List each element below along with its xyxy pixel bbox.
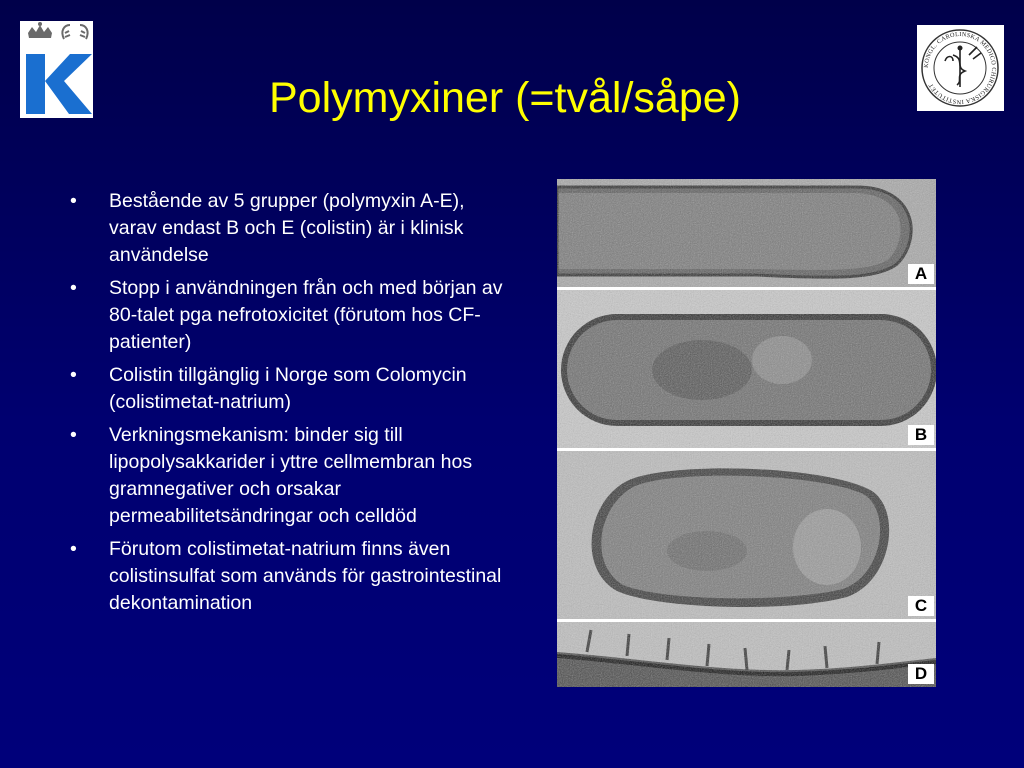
micrograph-figure xyxy=(557,179,936,687)
bullet-dot: • xyxy=(70,364,77,386)
micrograph-panel-d xyxy=(557,622,936,687)
bullet-dot: • xyxy=(70,190,77,212)
bullet-dot: • xyxy=(70,538,77,560)
bullet-text: Verkningsmekanism: binder sig till lipopolysakkarider i yttre cellmembran hos gramnegativer och orsakar permeabilitetsändringar och celldöd xyxy=(109,424,473,527)
micrograph-panel-b xyxy=(557,290,936,448)
panel-label-d: D xyxy=(908,664,934,684)
slide-title: Polymyxiner (=tvål/såpe) xyxy=(269,74,741,122)
bullet-dot: • xyxy=(70,424,77,446)
micrograph-panel-a xyxy=(557,179,936,287)
panel-label-c: C xyxy=(908,596,934,616)
bullet-text: Förutom colistimetat-natrium finns även colistinsulfat som används för gastrointestinal dekontamination xyxy=(109,538,502,614)
bullet-item xyxy=(70,422,510,530)
panel-label-a: A xyxy=(908,264,934,284)
bullet-item xyxy=(70,536,510,617)
micrograph-panel-c xyxy=(557,451,936,619)
bullet-item xyxy=(70,362,510,416)
bullet-text: Stopp i användningen från och med början av 80-talet pga nefrotoxicitet (förutom hos CF-patienter) xyxy=(109,277,503,353)
bullet-item xyxy=(70,188,510,269)
bullet-item xyxy=(70,275,510,356)
bullet-text: Bestående av 5 grupper (polymyxin A-E), varav endast B och E (colistin) är i klinisk användelse xyxy=(109,190,465,266)
panel-label-b: B xyxy=(908,425,934,445)
seal-ring-text: KONGL. CAROLINSKA MEDICO CHIRURGISKA INSTITUTET xyxy=(922,30,998,106)
bullet-list xyxy=(70,188,510,623)
bullet-dot: • xyxy=(70,277,77,299)
bullet-text: Colistin tillgänglig i Norge som Colomycin (colistimetat-natrium) xyxy=(109,364,467,413)
